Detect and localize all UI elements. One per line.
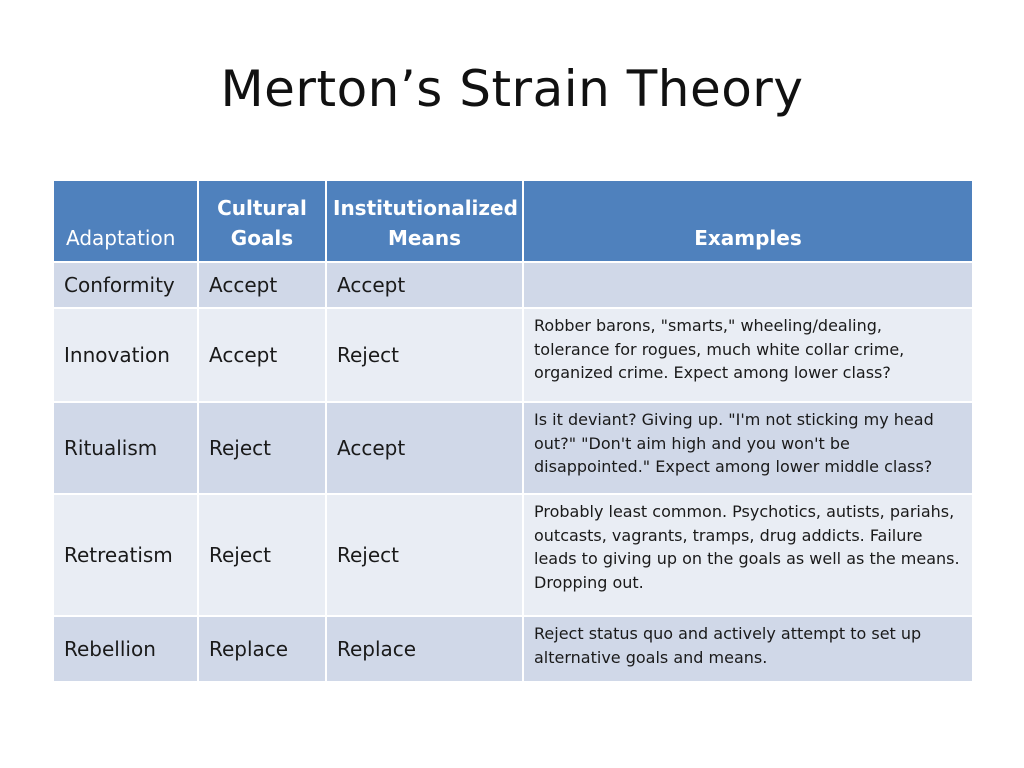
table-header-row — [53, 180, 973, 262]
header-examples: Examples — [523, 180, 973, 262]
cell-adaptation: Ritualism — [53, 402, 198, 494]
cell-examples: Probably least common. Psychotics, autists, pariahs, outcasts, vagrants, tramps, drug addicts. Failure leads to giving up on the goals as well as the means. Dropping out. — [523, 494, 973, 616]
table-row — [53, 494, 973, 616]
header-cultural-goals — [198, 180, 326, 262]
cell-goals: Accept — [198, 262, 326, 308]
table-row — [53, 616, 973, 682]
cell-means: Reject — [326, 494, 523, 616]
header-means-line2: Means — [387, 226, 462, 250]
cell-means: Accept — [326, 262, 523, 308]
cell-examples: Reject status quo and actively attempt to set up alternative goals and means. — [523, 616, 973, 682]
header-cultural-goals-line1: Cultural — [217, 196, 307, 220]
cell-means: Reject — [326, 308, 523, 402]
cell-adaptation: Conformity — [53, 262, 198, 308]
slide-title: Merton’s Strain Theory — [220, 60, 804, 118]
table-row — [53, 308, 973, 402]
cell-examples — [523, 262, 973, 308]
header-cultural-goals-line2: Goals — [230, 226, 294, 250]
header-institutionalized-means — [326, 180, 523, 262]
strain-theory-table — [52, 179, 974, 683]
cell-examples: Is it deviant? Giving up. "I'm not sticking my head out?" "Don't aim high and you won't be disappointed." Expect among lower middle class? — [523, 402, 973, 494]
cell-adaptation: Innovation — [53, 308, 198, 402]
cell-goals: Accept — [198, 308, 326, 402]
cell-adaptation: Rebellion — [53, 616, 198, 682]
cell-goals: Replace — [198, 616, 326, 682]
cell-goals: Reject — [198, 402, 326, 494]
cell-means: Accept — [326, 402, 523, 494]
cell-means: Replace — [326, 616, 523, 682]
cell-goals: Reject — [198, 494, 326, 616]
table-row — [53, 402, 973, 494]
cell-examples: Robber barons, "smarts," wheeling/dealing, tolerance for rogues, much white collar crime, organized crime. Expect among lower class? — [523, 308, 973, 402]
cell-adaptation: Retreatism — [53, 494, 198, 616]
table-row — [53, 262, 973, 308]
header-means-line1: Institutionalized — [333, 196, 518, 220]
header-adaptation: Adaptation — [53, 180, 198, 262]
